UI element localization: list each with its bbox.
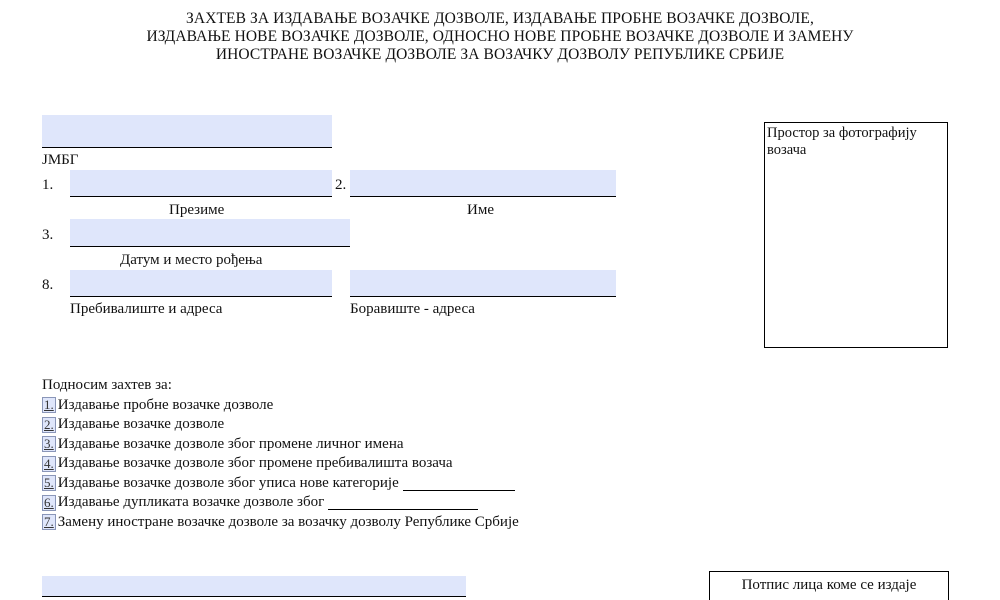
option-4-text: Издавање возачке дозволе због промене пребивалишта возача bbox=[57, 455, 453, 471]
photo-box bbox=[764, 122, 948, 348]
field-number-8: 8. bbox=[42, 277, 54, 293]
name-field[interactable] bbox=[350, 170, 616, 197]
option-5-checkbox[interactable]: 5. bbox=[44, 475, 54, 491]
option-1 bbox=[42, 396, 519, 416]
document-title bbox=[0, 10, 1000, 64]
option-3 bbox=[42, 435, 519, 455]
jmbg-field[interactable] bbox=[42, 115, 332, 148]
signature-box bbox=[709, 571, 949, 600]
option-7-text: Замену иностране возачке дозволе за возачку дозволу Републике Србије bbox=[57, 513, 519, 530]
residence-address-field[interactable] bbox=[70, 270, 332, 297]
birth-date-place-field[interactable] bbox=[70, 219, 350, 247]
birth-date-place-label: Датум и место рођења bbox=[120, 252, 263, 268]
duplicate-reason-blank[interactable] bbox=[328, 495, 478, 510]
field-number-1: 1. bbox=[42, 177, 54, 193]
stay-address-field[interactable] bbox=[350, 270, 616, 297]
request-heading: Подносим захтев за: bbox=[42, 377, 172, 393]
title-line-2: ИЗДАВАЊЕ НОВЕ ВОЗАЧКЕ ДОЗВОЛЕ, ОДНОСНО НОВЕ ПРОБНЕ ВОЗАЧКЕ ДОЗВОЛЕ И ЗАМЕНУ bbox=[146, 28, 854, 45]
bottom-field[interactable] bbox=[42, 576, 466, 597]
title-line-1: ЗАХТЕВ ЗА ИЗДАВАЊЕ ВОЗАЧКЕ ДОЗВОЛЕ, ИЗДАВАЊЕ ПРОБНЕ ВОЗАЧКЕ ДОЗВОЛЕ, bbox=[186, 10, 814, 27]
title-line-3: ИНОСТРАНЕ ВОЗАЧКЕ ДОЗВОЛЕ ЗА ВОЗАЧКУ ДОЗВОЛУ РЕПУБЛИКЕ СРБИЈЕ bbox=[215, 46, 785, 63]
option-1-text: Издавање пробне возачке дозволе bbox=[57, 396, 274, 413]
option-6-checkbox[interactable]: 6. bbox=[44, 494, 54, 510]
residence-address-label: Пребивалиште и адреса bbox=[70, 301, 223, 317]
option-4 bbox=[42, 454, 519, 474]
surname-field[interactable] bbox=[70, 170, 332, 197]
option-2-checkbox[interactable]: 2. bbox=[44, 416, 54, 432]
option-6-text: Издавање дупликата возачке дозволе због bbox=[57, 494, 325, 510]
option-3-text: Издавање возачке дозволе због промене личног имена bbox=[57, 435, 404, 452]
signature-label: Потпис лица коме се издаје bbox=[741, 577, 917, 593]
jmbg-label: ЈМБГ bbox=[42, 152, 79, 168]
new-category-blank[interactable] bbox=[403, 476, 515, 491]
option-1-checkbox[interactable]: 1. bbox=[44, 397, 54, 413]
surname-label: Презиме bbox=[169, 202, 225, 218]
option-7 bbox=[42, 513, 519, 533]
option-5 bbox=[42, 474, 519, 494]
request-options bbox=[42, 376, 519, 532]
option-5-text: Издавање возачке дозволе због уписа нове категорије bbox=[57, 474, 399, 491]
option-4-checkbox[interactable]: 4. bbox=[44, 455, 54, 471]
name-label: Име bbox=[467, 202, 494, 218]
option-2-text: Издавање возачке дозволе bbox=[57, 416, 225, 432]
option-7-checkbox[interactable]: 7. bbox=[44, 514, 54, 530]
option-6 bbox=[42, 493, 519, 513]
photo-box-label: Простор за фотографију возача bbox=[767, 125, 917, 158]
field-number-2: 2. bbox=[335, 177, 347, 193]
stay-address-label: Боравиште - адреса bbox=[350, 301, 475, 317]
option-2 bbox=[42, 415, 519, 435]
option-3-checkbox[interactable]: 3. bbox=[44, 436, 54, 452]
field-number-3: 3. bbox=[42, 227, 54, 243]
